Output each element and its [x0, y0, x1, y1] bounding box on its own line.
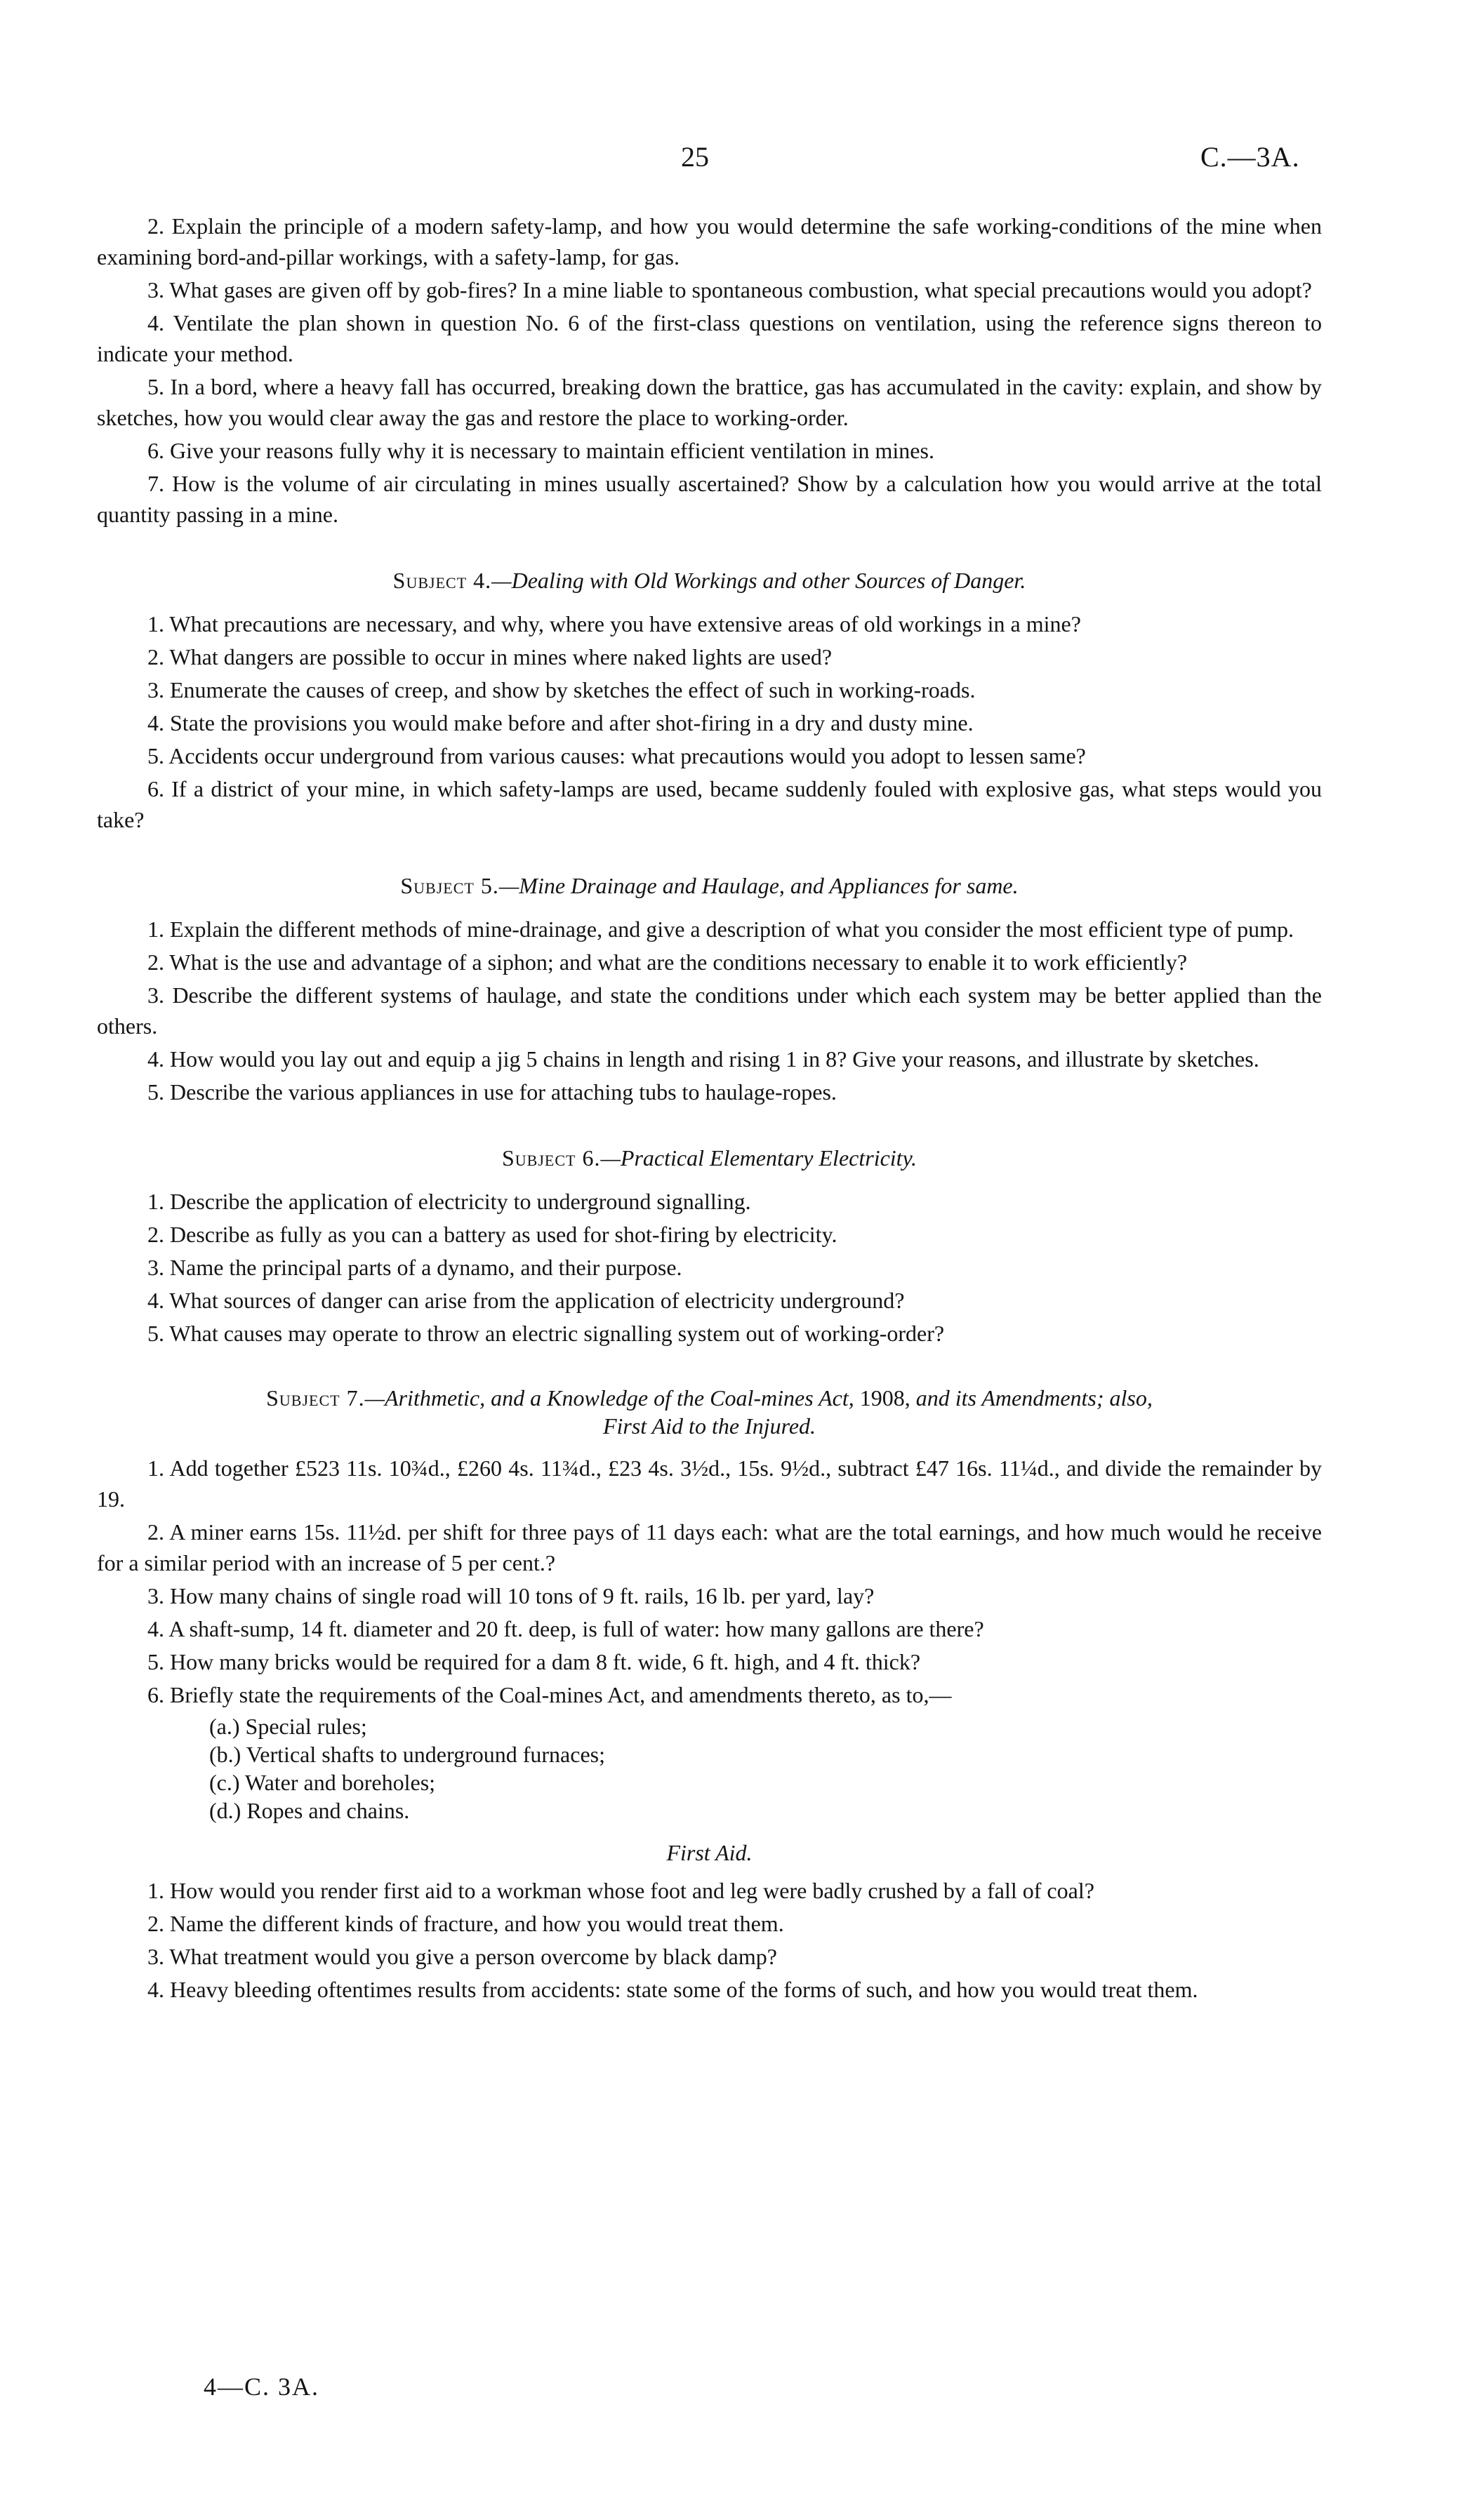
question: 3. Enumerate the causes of creep, and show by sketches the effect of such in working-roads. [147, 677, 976, 702]
section-title: —Mine Drainage and Haulage, and Appliances for same. [498, 873, 1019, 898]
section-label: Subject 7. [266, 1385, 365, 1411]
section-title: —Dealing with Old Workings and other Sources of Danger. [491, 568, 1026, 593]
question: 4. State the provisions you would make before and after shot-firing in a dry and dusty mine. [147, 710, 974, 735]
question: 3. How many chains of single road will 10 tons of 9 ft. rails, 16 lb. per yard, lay? [147, 1583, 875, 1608]
section-label: Subject 4. [392, 568, 492, 593]
question: 4. What sources of danger can arise from the application of electricity underground? [147, 1288, 905, 1313]
question: 1. How would you render first aid to a workman whose foot and leg were badly crushed by a fall of coal? [147, 1878, 1094, 1903]
question: 6. Briefly state the requirements of the Coal-mines Act, and amendments thereto, as to,— [147, 1682, 952, 1707]
question: 2. Name the different kinds of fracture, and how you would treat them. [147, 1911, 784, 1936]
question: 3. What treatment would you give a person overcome by black damp? [147, 1944, 777, 1969]
question: 2. What is the use and advantage of a siphon; and what are the conditions necessary to enable it to work efficiently? [147, 949, 1188, 975]
section-title-part-b: and its Amendments; also, [915, 1385, 1153, 1411]
section-title-part-a: —Arithmetic, and a Knowledge of the Coal-mines Act, [364, 1385, 854, 1411]
section-title-year: 1908, [854, 1385, 916, 1411]
question: 3. Name the principal parts of a dynamo, and their purpose. [147, 1255, 682, 1280]
list-item: (b.) Vertical shafts to underground furnaces; [209, 1742, 605, 1767]
question: 5. What causes may operate to throw an electric signalling system out of working-order? [147, 1321, 945, 1346]
section-heading-subject-7 [97, 1384, 1322, 1440]
section-title: —Practical Elementary Electricity. [600, 1145, 917, 1171]
section-heading-subject-6 [97, 1142, 1322, 1173]
question: 5. In a bord, where a heavy fall has occurred, breaking down the brattice, gas has accumulated in the cavity: explain, and show by sketches, how you would clear away the gas and restore the place to working-order. [97, 374, 1322, 430]
section-label: Subject 5. [400, 873, 499, 898]
list-item: (a.) Special rules; [209, 1714, 367, 1739]
list-item: (d.) Ropes and chains. [209, 1798, 410, 1823]
footer-signature: 4—C. 3A. [204, 2373, 320, 2401]
question: 4. How would you lay out and equip a jig 5 chains in length and rising 1 in 8? Give your reasons, and illustrate by sketches. [147, 1046, 1259, 1072]
document-body [97, 211, 1322, 2007]
question: 5. Accidents occur underground from various causes: what precautions would you adopt to lessen same? [147, 743, 1086, 768]
section-title-line-2: First Aid to the Injured. [602, 1413, 816, 1439]
section-heading-subject-4 [97, 565, 1322, 596]
question: 6. If a district of your mine, in which safety-lamps are used, became suddenly fouled with explosive gas, what steps would you take? [97, 776, 1322, 832]
question: 6. Give your reasons fully why it is necessary to maintain efficient ventilation in mines. [147, 438, 934, 463]
question: 1. Describe the application of electricity to underground signalling. [147, 1189, 751, 1214]
question: 2. Explain the principle of a modern safety-lamp, and how you would determine the safe working-conditions of the mine when examining bord-and-pillar workings, with a safety-lamp, for gas. [97, 213, 1322, 269]
section-heading-subject-5 [97, 870, 1322, 901]
question: 1. Explain the different methods of mine-drainage, and give a description of what you consider the most efficient type of pump. [147, 916, 1294, 942]
question: 1. Add together £523 11s. 10¾d., £260 4s. 11¾d., £23 4s. 3½d., 15s. 9½d., subtract £47 16s. 11¼d., and divide the remainder by 19. [97, 1455, 1322, 1512]
question: 2. A miner earns 15s. 11½d. per shift for three pays of 11 days each: what are the total earnings, and how much would he receive for a similar period with an increase of 5 per cent.? [97, 1519, 1322, 1575]
question: 7. How is the volume of air circulating in mines usually ascertained? Show by a calculation how you would arrive at the total quantity passing in a mine. [97, 471, 1322, 527]
question: 2. Describe as fully as you can a battery as used for shot-firing by electricity. [147, 1222, 837, 1247]
question: 3. What gases are given off by gob-fires? In a mine liable to spontaneous combustion, what special precautions would you adopt? [147, 277, 1312, 302]
question: 3. Describe the different systems of haulage, and state the conditions under which each system may be better applied than the others. [97, 982, 1322, 1039]
page-reference: C.—3A. [1200, 141, 1300, 173]
question: 4. A shaft-sump, 14 ft. diameter and 20 ft. deep, is full of water: how many gallons are there? [147, 1616, 984, 1641]
list-item: (c.) Water and boreholes; [209, 1770, 436, 1795]
section-label: Subject 6. [501, 1145, 601, 1171]
question: 5. How many bricks would be required for a dam 8 ft. wide, 6 ft. high, and 4 ft. thick? [147, 1649, 921, 1674]
question: 4. Heavy bleeding oftentimes results from accidents: state some of the forms of such, and how you would treat them. [147, 1977, 1198, 2002]
question: 1. What precautions are necessary, and why, where you have extensive areas of old workings in a mine? [147, 611, 1081, 636]
question: 4. Ventilate the plan shown in question No. 6 of the first-class questions on ventilation, using the reference signs thereon to indicate your method. [97, 310, 1322, 366]
question: 2. What dangers are possible to occur in mines where naked lights are used? [147, 644, 833, 669]
first-aid-heading: First Aid. [666, 1840, 753, 1865]
question: 5. Describe the various appliances in use for attaching tubs to haulage-ropes. [147, 1079, 837, 1105]
page-number: 25 [681, 141, 709, 173]
